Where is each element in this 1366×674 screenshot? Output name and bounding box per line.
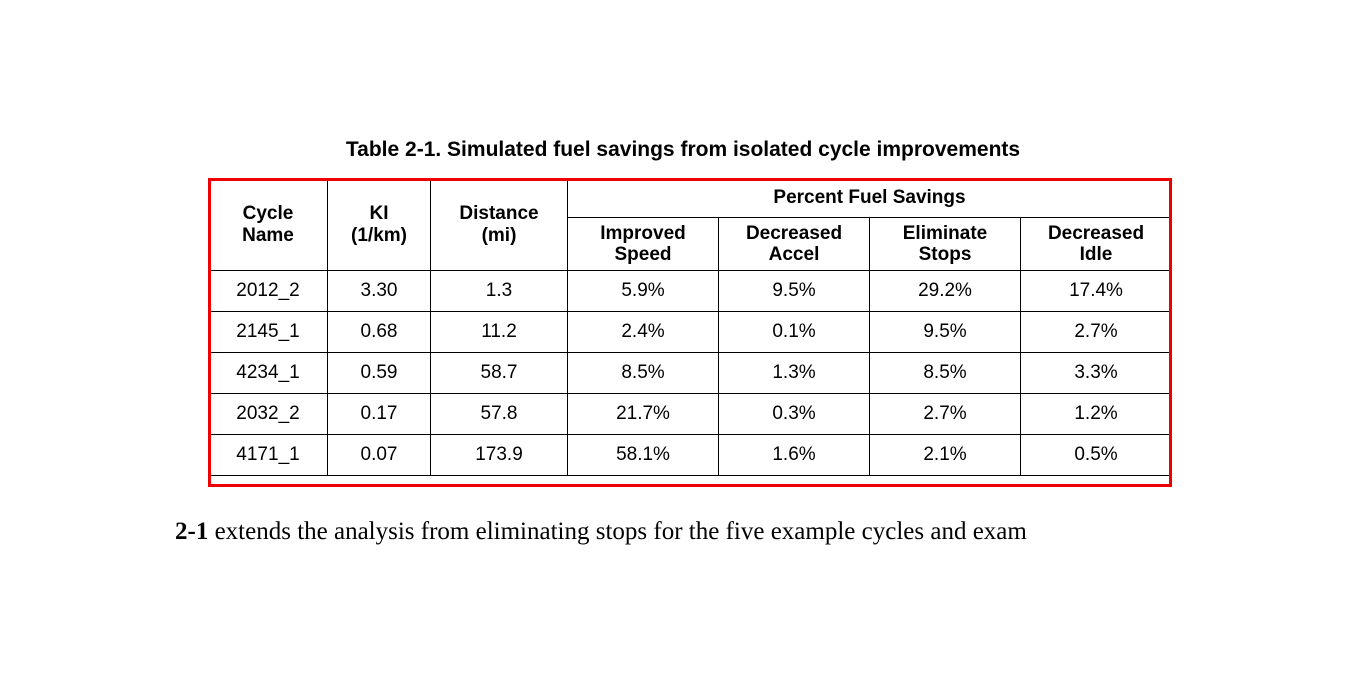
cell-distance: 1.3: [431, 271, 568, 312]
header-improved-speed: [568, 218, 719, 271]
table-row: [209, 271, 1172, 312]
cell-cycle-name: 4234_1: [209, 353, 328, 394]
header-ki: [328, 179, 431, 271]
cell-decreased-idle: 0.5%: [1021, 435, 1172, 476]
header-improved-speed-line1: Improved: [600, 222, 686, 244]
cell-decreased-idle: 2.7%: [1021, 312, 1172, 353]
cell-decreased-idle: 1.2%: [1021, 394, 1172, 435]
cell-distance: 58.7: [431, 353, 568, 394]
table-row: [209, 312, 1172, 353]
header-decreased-accel-line1: Decreased: [745, 222, 843, 244]
body-paragraph-text: extends the analysis from eliminating stops for the five example cycles and exam: [208, 518, 1027, 545]
cell-improved-speed: 58.1%: [568, 435, 719, 476]
table-caption: Table 2-1. Simulated fuel savings from isolated cycle improvements: [345, 138, 1021, 161]
table-body: [209, 271, 1172, 476]
cell-eliminate-stops: 2.7%: [870, 394, 1021, 435]
header-decreased-accel-line2: Accel: [768, 244, 820, 265]
header-cycle-name-line2: Name: [242, 224, 294, 246]
table-row: [209, 353, 1172, 394]
cell-decreased-accel: 9.5%: [719, 271, 870, 312]
cell-decreased-idle: 3.3%: [1021, 353, 1172, 394]
header-eliminate-stops-line2: Stops: [918, 244, 972, 265]
cell-eliminate-stops: 2.1%: [870, 435, 1021, 476]
table-row: [209, 394, 1172, 435]
header-improved-speed-line2: Speed: [614, 244, 672, 265]
cell-ki: 0.17: [328, 394, 431, 435]
cell-ki: 0.59: [328, 353, 431, 394]
table-header: [209, 179, 1172, 271]
cell-distance: 173.9: [431, 435, 568, 476]
cell-cycle-name: 2145_1: [209, 312, 328, 353]
fuel-savings-table: [208, 178, 1172, 476]
header-distance-line1: Distance: [459, 203, 539, 225]
header-distance-line2: (mi): [481, 224, 517, 246]
cell-cycle-name: 2012_2: [209, 271, 328, 312]
header-decreased-idle-line1: Decreased: [1047, 222, 1145, 244]
header-eliminate-stops-line1: Eliminate: [902, 222, 988, 244]
cell-decreased-accel: 1.3%: [719, 353, 870, 394]
cell-decreased-accel: 0.3%: [719, 394, 870, 435]
cell-eliminate-stops: 8.5%: [870, 353, 1021, 394]
cell-improved-speed: 2.4%: [568, 312, 719, 353]
cell-distance: 57.8: [431, 394, 568, 435]
header-ki-line1: KI: [369, 203, 389, 225]
header-distance: [431, 179, 568, 271]
table-reference: 2-1: [175, 518, 209, 545]
cell-eliminate-stops: 29.2%: [870, 271, 1021, 312]
cell-cycle-name: 4171_1: [209, 435, 328, 476]
cell-distance: 11.2: [431, 312, 568, 353]
cell-eliminate-stops: 9.5%: [870, 312, 1021, 353]
cell-ki: 3.30: [328, 271, 431, 312]
header-ki-line2: (1/km): [351, 224, 407, 246]
cell-improved-speed: 8.5%: [568, 353, 719, 394]
cell-decreased-accel: 1.6%: [719, 435, 870, 476]
header-cycle-name: [209, 179, 328, 271]
header-percent-fuel-savings: Percent Fuel Savings: [568, 179, 1172, 218]
cell-decreased-idle: 17.4%: [1021, 271, 1172, 312]
cell-cycle-name: 2032_2: [209, 394, 328, 435]
cell-improved-speed: 21.7%: [568, 394, 719, 435]
cell-ki: 0.07: [328, 435, 431, 476]
table-header-row-top: [209, 179, 1172, 218]
header-cycle-name-line1: Cycle: [242, 203, 294, 225]
header-decreased-idle: [1021, 218, 1172, 271]
header-eliminate-stops: [870, 218, 1021, 271]
header-decreased-accel: [719, 218, 870, 271]
fuel-savings-table-container: [208, 178, 1172, 476]
cell-improved-speed: 5.9%: [568, 271, 719, 312]
cell-decreased-accel: 0.1%: [719, 312, 870, 353]
table-row: [209, 435, 1172, 476]
body-paragraph: [175, 518, 1335, 546]
header-decreased-idle-line2: Idle: [1079, 244, 1113, 265]
cell-ki: 0.68: [328, 312, 431, 353]
